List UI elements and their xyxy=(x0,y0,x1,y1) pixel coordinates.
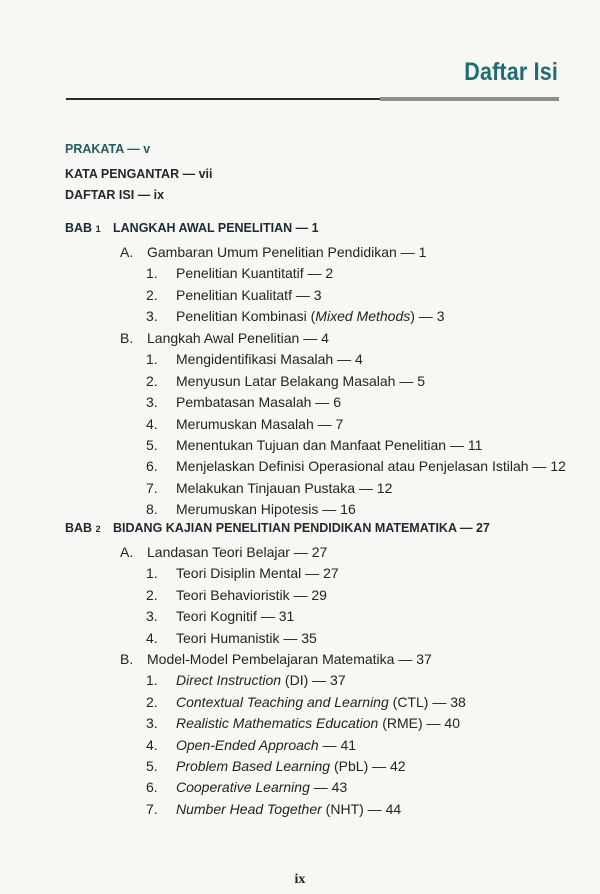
entry-page: 5 xyxy=(417,372,426,389)
item-title-italic: Open-Ended Approach xyxy=(176,736,319,753)
section-title: Landasan Teori Belajar xyxy=(147,544,290,560)
toc-item xyxy=(146,565,339,581)
toc-section xyxy=(120,651,432,667)
item-number: 1. xyxy=(146,265,158,282)
item-title-suffix: (DI) xyxy=(281,672,309,689)
page-title: Daftar Isi xyxy=(464,58,558,86)
entry-dash: — xyxy=(134,188,154,202)
entry-dash: — xyxy=(289,544,312,560)
toc-section xyxy=(120,330,329,346)
entry-page: 38 xyxy=(450,693,466,710)
toc-item xyxy=(146,608,294,624)
item-number: 6. xyxy=(146,779,158,796)
entry-page: vii xyxy=(198,167,213,181)
entry-page: 6 xyxy=(333,394,341,411)
item-title: Merumuskan Hipotesis xyxy=(176,501,319,518)
item-title: Menyusun Latar Belakang Masalah xyxy=(176,372,396,389)
item-title-italic: Problem Based Learning xyxy=(176,758,331,774)
toc-item xyxy=(146,351,363,367)
toc-item xyxy=(146,801,401,817)
entry-dash: — xyxy=(179,167,199,181)
entry-page: 31 xyxy=(278,608,295,625)
entry-dash: — xyxy=(363,800,386,817)
entry-page: 4 xyxy=(321,330,329,346)
entry-dash: — xyxy=(308,672,331,689)
item-title: Melakukan Tinjauan Pustaka xyxy=(176,479,355,496)
section-letter: A. xyxy=(120,244,134,260)
entry-dash: — xyxy=(289,586,312,603)
entry-dash: — xyxy=(428,693,451,710)
item-number: 5. xyxy=(146,437,158,453)
entry-title: DAFTAR ISI xyxy=(65,188,135,202)
item-number: 3. xyxy=(146,308,158,325)
entry-page: 16 xyxy=(340,501,356,518)
item-number: 4. xyxy=(146,629,158,646)
entry-dash: — xyxy=(446,437,468,453)
chapter-title: BIDANG KAJIAN PENELITIAN PENDIDIKAN MATEMATIKA xyxy=(113,521,457,535)
toc-item xyxy=(146,758,406,774)
entry-page: 7 xyxy=(335,415,344,432)
item-title-suffix: (NHT) xyxy=(321,800,364,817)
toc-item xyxy=(146,779,347,795)
toc-item xyxy=(146,672,346,688)
item-number: 2. xyxy=(146,286,158,303)
item-number: 3. xyxy=(146,394,158,411)
toc-item xyxy=(146,437,482,453)
item-number: 4. xyxy=(146,736,158,753)
item-number: 2. xyxy=(146,693,158,710)
chapter-number-digit: 2 xyxy=(95,524,101,534)
item-title-italic: Contextual Teaching and Learning xyxy=(176,693,389,710)
entry-dash: — xyxy=(256,608,279,625)
entry-dash: — xyxy=(291,286,314,303)
entry-page: 27 xyxy=(311,544,328,560)
item-number: 7. xyxy=(146,479,158,496)
entry-dash: — xyxy=(279,629,302,646)
toc-front-matter-entry xyxy=(65,142,150,156)
entry-page: 37 xyxy=(330,672,346,689)
entry-page: 41 xyxy=(340,736,357,753)
item-title-suffix: ) xyxy=(410,308,415,325)
item-title: Merumuskan Masalah xyxy=(176,415,314,432)
item-title-suffix: (RME) xyxy=(378,715,423,732)
item-title: Teori Disiplin Mental xyxy=(176,565,302,582)
section-letter: B. xyxy=(120,330,134,346)
item-title: Mengidentifikasi Masalah xyxy=(176,351,334,368)
item-title: Menjelaskan Definisi Operasional atau Penjelasan Istilah xyxy=(176,458,529,475)
entry-dash: — xyxy=(368,758,391,774)
item-number: 3. xyxy=(146,715,158,732)
entry-dash: — xyxy=(395,372,418,389)
toc-item xyxy=(146,373,425,389)
item-title-italic: Mixed Methods xyxy=(315,308,411,325)
item-title-italic: Number Head Together xyxy=(176,800,322,817)
item-number: 1. xyxy=(146,351,158,368)
entry-dash: — xyxy=(292,221,312,235)
item-title: Teori Behavioristik xyxy=(176,586,290,603)
item-number: 1. xyxy=(146,672,158,689)
item-title: Penelitian Kualitatf xyxy=(176,286,292,303)
entry-page: 40 xyxy=(444,715,460,732)
entry-page: 11 xyxy=(467,437,483,453)
entry-dash: — xyxy=(313,415,336,432)
item-number: 8. xyxy=(146,501,158,518)
item-title: Teori Humanistik xyxy=(176,629,280,646)
item-title-italic: Cooperative Learning xyxy=(176,779,310,796)
item-title-italic: Realistic Mathematics Education xyxy=(176,715,379,732)
item-title-suffix: (PbL) xyxy=(330,758,369,774)
toc-front-matter-entry xyxy=(65,167,212,181)
toc-item xyxy=(146,501,356,517)
entry-page: 27 xyxy=(323,565,339,582)
item-number: 6. xyxy=(146,458,158,475)
entry-dash: — xyxy=(318,736,341,753)
toc-chapter-heading xyxy=(65,521,490,535)
entry-dash: — xyxy=(318,501,341,518)
toc-item xyxy=(146,715,460,731)
item-number: 3. xyxy=(146,608,158,625)
entry-dash: — xyxy=(301,565,324,582)
entry-title: KATA PENGANTAR xyxy=(65,167,180,181)
entry-dash: — xyxy=(355,479,377,496)
item-title: Penelitian Kuantitatif xyxy=(176,265,304,282)
entry-dash: — xyxy=(123,142,144,156)
item-number: 4. xyxy=(146,415,158,432)
toc-item xyxy=(146,458,566,474)
entry-page: 35 xyxy=(301,629,317,646)
entry-page: 29 xyxy=(311,586,327,603)
entry-page: 42 xyxy=(390,758,406,774)
toc-item xyxy=(146,737,356,753)
page-number: ix xyxy=(294,872,306,887)
entry-dash: — xyxy=(309,779,332,796)
entry-page: 12 xyxy=(550,458,566,475)
section-title: Model-Model Pembelajaran Matematika xyxy=(147,651,395,667)
section-letter: B. xyxy=(120,651,134,667)
toc-front-matter-entry xyxy=(65,188,164,202)
entry-page: 12 xyxy=(376,479,393,496)
toc-item xyxy=(146,308,444,324)
entry-page: 1 xyxy=(418,244,427,260)
item-title: Menentukan Tujuan dan Manfaat Penelitian xyxy=(176,437,447,453)
item-title: Pembatasan Masalah xyxy=(176,394,312,411)
entry-page: ix xyxy=(153,188,165,202)
toc-chapter-heading xyxy=(65,221,319,235)
entry-dash: — xyxy=(456,521,476,535)
section-title: Gambaran Umum Penelitian Pendidikan xyxy=(147,244,397,260)
toc-section xyxy=(120,544,327,560)
item-number: 7. xyxy=(146,800,158,817)
toc-item xyxy=(146,630,317,646)
item-number: 1. xyxy=(146,565,158,582)
entry-dash: — xyxy=(394,651,417,667)
section-title: Langkah Awal Penelitian xyxy=(147,330,300,346)
entry-dash: — xyxy=(333,351,355,368)
entry-dash: — xyxy=(311,394,334,411)
toc-item xyxy=(146,265,333,281)
toc-section xyxy=(120,244,426,260)
toc-item xyxy=(146,416,343,432)
toc-item xyxy=(146,694,466,710)
toc-item xyxy=(146,394,341,410)
entry-page: v xyxy=(143,142,151,156)
item-number: 2. xyxy=(146,372,158,389)
entry-page: 2 xyxy=(325,265,334,282)
entry-dash: — xyxy=(422,715,445,732)
entry-page: 43 xyxy=(331,779,348,796)
chapter-title: LANGKAH AWAL PENELITIAN xyxy=(113,221,293,235)
entry-dash: — xyxy=(299,330,322,346)
entry-dash: — xyxy=(414,308,437,325)
entry-dash: — xyxy=(303,265,326,282)
section-letter: A. xyxy=(120,544,134,560)
toc-item xyxy=(146,287,322,303)
entry-dash: — xyxy=(396,244,419,260)
item-title: Teori Kognitif xyxy=(176,608,257,625)
entry-page: 37 xyxy=(416,651,432,667)
item-title-italic: Direct Instruction xyxy=(176,672,282,689)
item-title-suffix: (CTL) xyxy=(388,693,429,710)
entry-page: 3 xyxy=(313,286,322,303)
entry-page: 1 xyxy=(311,221,319,235)
chapter-number: BAB 1 xyxy=(65,221,101,235)
entry-page: 4 xyxy=(354,351,363,368)
entry-page: 3 xyxy=(436,308,445,325)
item-number: 2. xyxy=(146,586,158,603)
entry-title: PRAKATA xyxy=(65,142,124,156)
toc-item xyxy=(146,480,392,496)
entry-dash: — xyxy=(528,458,551,475)
entry-page: 27 xyxy=(475,521,490,535)
toc-item xyxy=(146,587,327,603)
chapter-number: BAB 2 xyxy=(65,521,101,535)
item-title: Penelitian Kombinasi ( xyxy=(176,308,316,325)
chapter-number-digit: 1 xyxy=(95,224,101,234)
item-number: 5. xyxy=(146,758,158,774)
entry-page: 44 xyxy=(385,800,402,817)
